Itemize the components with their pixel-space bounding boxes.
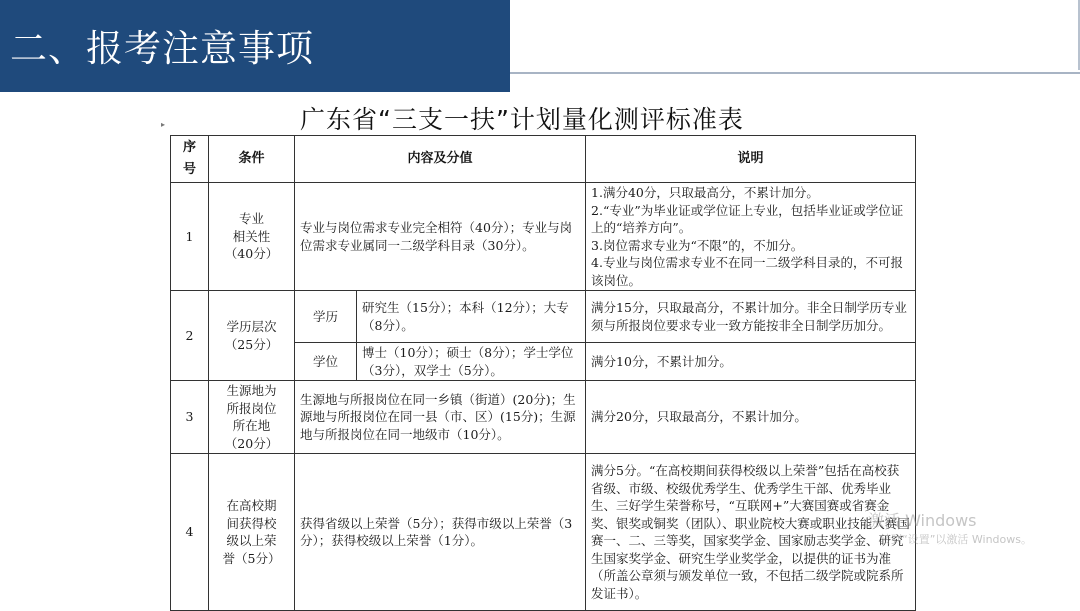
header-note: 说明 (586, 136, 916, 183)
evaluation-table (170, 135, 916, 611)
row-condition: 生源地为 所报岗位 所在地 （20分） (209, 381, 295, 454)
slide-title: 二、报考注意事项 (10, 27, 314, 70)
watermark-line1: 激活 Windows (868, 511, 977, 530)
header-content: 内容及分值 (295, 136, 586, 183)
row-condition: 专业 相关性 （40分） (209, 183, 295, 291)
windows-activation-watermark (868, 508, 1032, 547)
table-row (171, 183, 916, 291)
slide-marker: ▸ (161, 120, 166, 129)
sub-label-education: 学历 (295, 291, 357, 343)
row-no: 2 (171, 291, 209, 381)
row-content: 研究生（15分）；本科（12分）；大专（8分）。 (357, 291, 586, 343)
row-no: 4 (171, 454, 209, 611)
header-no: 序 号 (171, 136, 209, 183)
table-row (171, 291, 916, 343)
row-content: 博士（10分）；硕士（8分）；学士学位（3分），双学士（5分）。 (357, 343, 586, 381)
row-content: 获得省级以上荣誉（5分）；获得市级以上荣誉（3分）；获得校级以上荣誉（1分）。 (295, 454, 586, 611)
row-content: 专业与岗位需求专业完全相符（40分）；专业与岗位需求专业属同一二级学科目录（30分）。 (295, 183, 586, 291)
document-title: 广东省“三支一扶”计划量化测评标准表 (300, 105, 744, 134)
table-row (171, 454, 916, 611)
sub-label-degree: 学位 (295, 343, 357, 381)
table-row (171, 381, 916, 454)
header-bar (0, 0, 510, 92)
row-note: 满分5分。“在高校期间获得校级以上荣誉”包括在高校获省级、市级、校级优秀学生、优秀学生干部、优秀毕业生、三好学生荣誉称号，“互联网+”大赛国赛或省赛金奖、银奖或铜奖（团队）、职业院校大赛或职业技能大赛国赛一、二、三等奖，国家奖学金、国家励志奖学金、研究生国家奖学金、研究生学业奖学金，以提供的证书为准（所盖公章须与颁发单位一致，不包括二级学院或院系所发证书）。 (586, 454, 916, 611)
row-note: 满分15分，只取最高分，不累计加分。非全日制学历专业须与所报岗位要求专业一致方能按非全日制学历加分。 (586, 291, 916, 343)
row-no: 1 (171, 183, 209, 291)
header-divider (510, 72, 1080, 74)
row-note: 满分20分，只取最高分，不累计加分。 (586, 381, 916, 454)
watermark-line2: 转到“设置”以激活 Windows。 (880, 533, 1032, 546)
row-content: 生源地与所报岗位在同一乡镇（街道）(20分)；生源地与所报岗位在同一县（市、区）(15分)；生源地与所报岗位在同一地级市（10分）。 (295, 381, 586, 454)
header-condition: 条件 (209, 136, 295, 183)
row-note: 1.满分40分，只取最高分，不累计加分。 2.“专业”为毕业证或学位证上专业，包括毕业证或学位证上的“培养方向”。 3.岗位需求专业为“不限”的，不加分。 4.专业与岗位需求专业不在同一二级学科目录的，不可报该岗位。 (586, 183, 916, 291)
row-no: 3 (171, 381, 209, 454)
row-note: 满分10分，不累计加分。 (586, 343, 916, 381)
row-condition: 学历层次 （25分） (209, 291, 295, 381)
row-condition: 在高校期 间获得校 级以上荣 誉（5分） (209, 454, 295, 611)
table-header-row (171, 136, 916, 183)
